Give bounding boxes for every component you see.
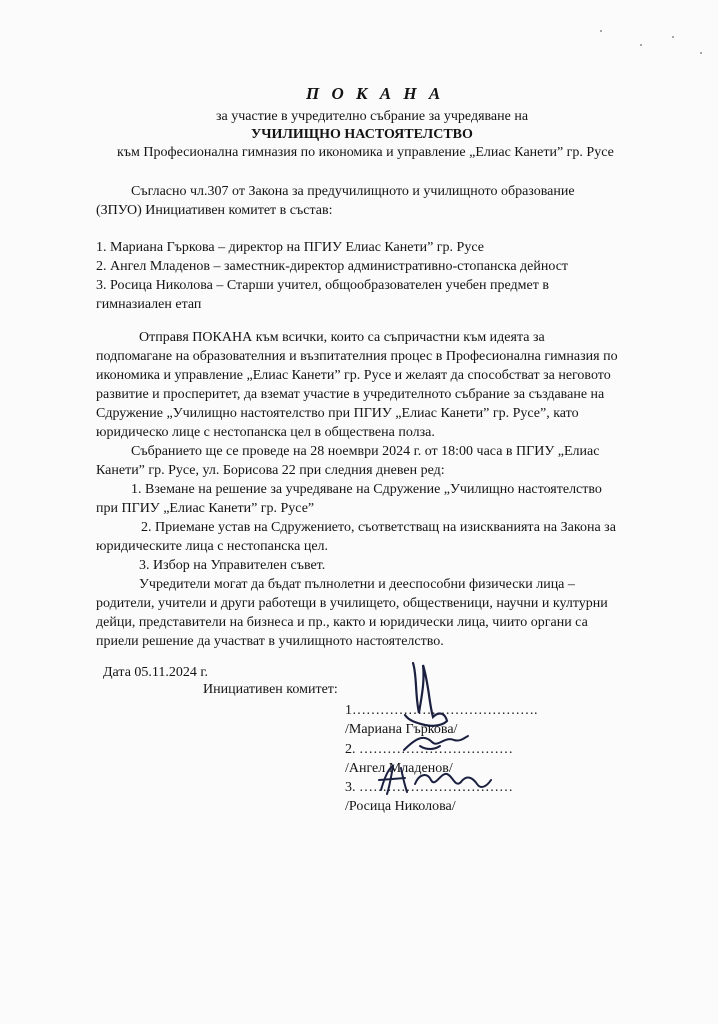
signature-line: 1…………………………………. bbox=[345, 703, 538, 718]
scan-speck bbox=[672, 36, 674, 38]
founders-line: приели решение да участват в училищното настоятелство. bbox=[96, 634, 444, 649]
invitation-line: юридическо лице с нестопанска цел в обществена полза. bbox=[96, 425, 435, 440]
signature-name: /Мариана Гъркова/ bbox=[345, 722, 458, 737]
member-item: гимназиален етап bbox=[96, 297, 202, 312]
founders-line: дейци, представители на бизнеса и пр., както и юридически лица, чиито органи са bbox=[96, 615, 588, 630]
agenda-item: при ПГИУ „Елиас Канети” гр. Русе” bbox=[96, 501, 315, 516]
member-item: 3. Росица Николова – Старши учител, общообразователен учебен предмет в bbox=[96, 278, 549, 293]
member-item: 1. Мариана Гъркова – директор на ПГИУ Елиас Канети” гр. Русе bbox=[96, 240, 484, 255]
agenda-item: 1. Вземане на решение за учредяване на Сдружение „Училищно настоятелство bbox=[131, 482, 602, 497]
signature-line: 2. …………………………… bbox=[345, 742, 513, 757]
invitation-line: Отправя ПОКАНА към всички, които са съпричастни към идеята за bbox=[139, 330, 545, 345]
committee-label: Инициативен комитет: bbox=[203, 682, 338, 697]
agenda-item: 3. Избор на Управителен съвет. bbox=[139, 558, 326, 573]
handwritten-signature bbox=[375, 760, 495, 800]
intro-line: Съгласно чл.307 от Закона за предучилищното и училищното образование bbox=[131, 184, 575, 199]
scan-speck bbox=[640, 44, 642, 46]
agenda-item: юридическите лица с нестопанска цел. bbox=[96, 539, 329, 554]
scan-speck bbox=[600, 30, 602, 32]
founders-line: Учредители могат да бъдат пълнолетни и дееспособни физически лица – bbox=[139, 577, 575, 592]
signature-name: /Росица Николова/ bbox=[345, 799, 456, 814]
intro-line: (ЗПУО) Инициативен комитет в състав: bbox=[96, 203, 333, 218]
scan-speck bbox=[700, 52, 702, 54]
document-date: Дата 05.11.2024 г. bbox=[103, 665, 209, 680]
document-heading: УЧИЛИЩНО НАСТОЯТЕЛСТВО bbox=[251, 127, 473, 142]
school-line: към Професионална гимназия по икономика и управление „Елиас Канети” гр. Русе bbox=[117, 145, 614, 160]
handwritten-signature bbox=[395, 655, 465, 735]
invitation-line: развитие и просперитет, да вземат участие в учредителното събрание за създаване на bbox=[96, 387, 605, 402]
invitation-line: икономика и управление „Елиас Канети” гр. Русе и желаят да способстват за неговото bbox=[96, 368, 611, 383]
agenda-item: 2. Приемане устав на Сдружението, съответстващ на изискванията на Закона за bbox=[141, 520, 616, 535]
founders-line: родители, учители и други работещи в училището, общественици, научни и културни bbox=[96, 596, 608, 611]
document-title: П О К А Н А bbox=[306, 84, 445, 103]
meeting-line: Канети” гр. Русе, ул. Борисова 22 при следния дневен ред: bbox=[96, 463, 445, 478]
invitation-line: подпомагане на образователния и възпитателния процес в Професионална гимназия по bbox=[96, 349, 618, 364]
document-subtitle: за участие в учредително събрание за учредяване на bbox=[216, 109, 529, 124]
member-item: 2. Ангел Младенов – заместник-директор административно-стопанска дейност bbox=[96, 259, 569, 274]
invitation-line: Сдружение „Училищно настоятелство при ПГИУ „Елиас Канети” гр. Русе”, като bbox=[96, 406, 579, 421]
handwritten-signature bbox=[400, 728, 470, 758]
meeting-line: Събранието ще се проведе на 28 ноември 2024 г. от 18:00 часа в ПГИУ „Елиас bbox=[131, 444, 600, 459]
signature-line: 3. …………………………… bbox=[345, 780, 513, 795]
signature-name: /Ангел Младенов/ bbox=[345, 761, 453, 776]
